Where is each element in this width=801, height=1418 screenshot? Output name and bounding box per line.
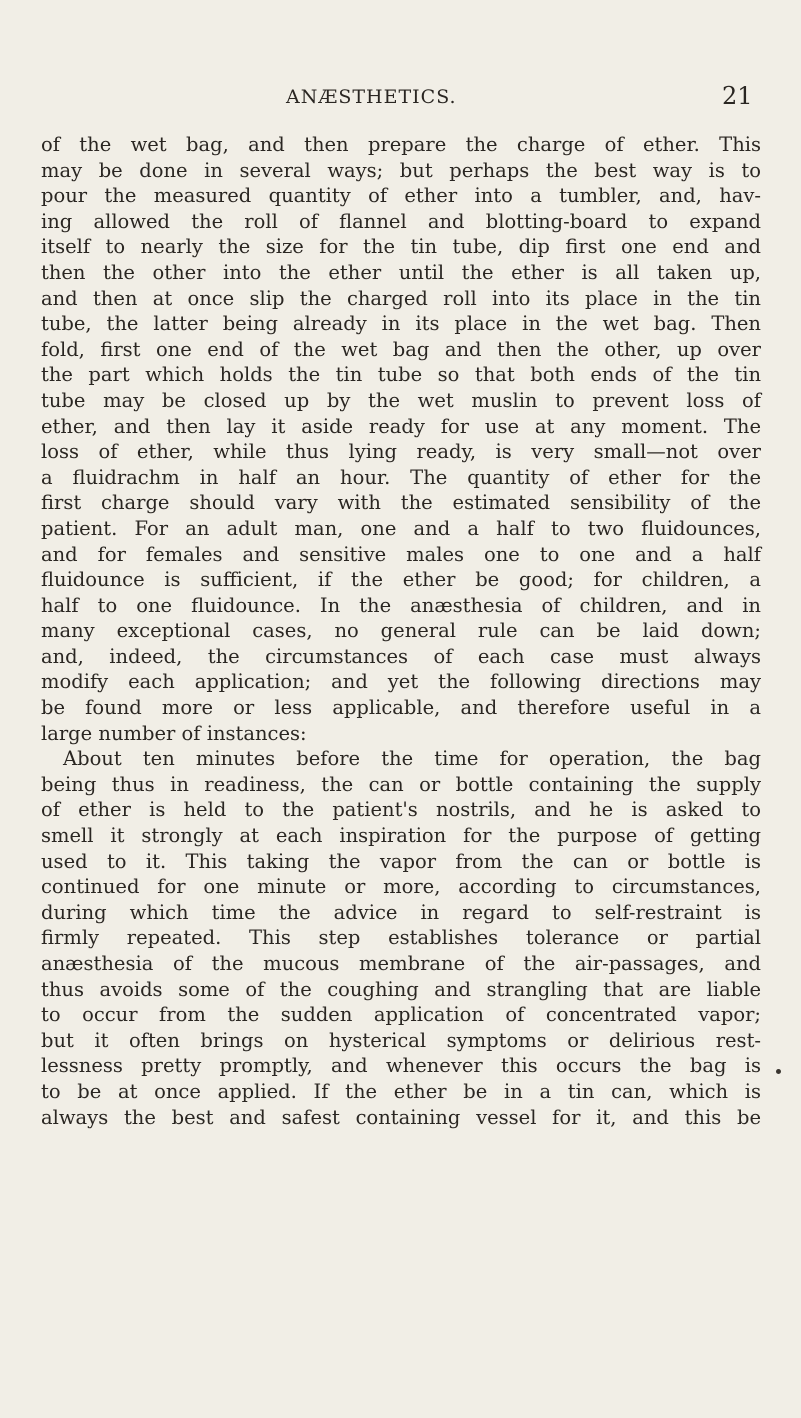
text-line: lessness pretty promptly, and whenever this occurs the bag is xyxy=(41,1054,761,1078)
text-line: anæsthesia of the mucous membrane of the air-passages, and xyxy=(41,952,761,975)
running-head xyxy=(0,82,801,116)
text-line: ing allowed the roll of flannel and blotting-board to expand xyxy=(41,209,761,233)
text-line: fold, first one end of the wet bag and then the other, up over xyxy=(41,337,761,361)
ink-speck xyxy=(776,1069,781,1074)
text-line: ether, and then lay it aside ready for use at any moment. The xyxy=(41,414,761,438)
body-text xyxy=(41,132,761,1130)
text-line: a fluidrachm in half an hour. The quantity of ether for the xyxy=(41,465,761,489)
text-line: may be done in several ways; but perhaps the best way is to xyxy=(41,158,761,182)
text-line: large number of instances: xyxy=(41,721,307,745)
paragraph-start-line: About ten minutes before the time for operation, the bag xyxy=(63,747,761,771)
text-line: used to it. This taking the vapor from the can or bottle is xyxy=(41,849,761,873)
text-line: being thus in readiness, the can or bottle containing the supply xyxy=(41,772,761,796)
text-line: pour the measured quantity of ether into a tumbler, and, hav- xyxy=(41,184,761,208)
text-line: modify each application; and yet the following directions may xyxy=(41,670,761,694)
text-line: smell it strongly at each inspiration for the purpose of getting xyxy=(41,824,761,848)
text-line: tube may be closed up by the wet muslin to prevent loss of xyxy=(41,388,761,412)
text-line: to be at once applied. If the ether be in a tin can, which is xyxy=(41,1079,761,1103)
text-line: half to one fluidounce. In the anæsthesia of children, and in xyxy=(41,593,761,617)
text-line: but it often brings on hysterical symptoms or delirious rest- xyxy=(41,1028,761,1052)
text-line: itself to nearly the size for the tin tube, dip first one end and xyxy=(41,235,761,259)
text-line: of the wet bag, and then prepare the charge of ether. This xyxy=(41,133,761,156)
text-line: many exceptional cases, no general rule can be laid down; xyxy=(41,619,761,643)
page-number: 21 xyxy=(722,82,753,110)
text-line: and for females and sensitive males one to one and a half xyxy=(41,542,761,566)
text-line: then the other into the ether until the ether is all taken up, xyxy=(41,260,761,284)
text-line: thus avoids some of the coughing and strangling that are liable xyxy=(41,977,761,1001)
text-line: first charge should vary with the estimated sensibility of the xyxy=(41,491,761,515)
text-line: firmly repeated. This step establishes tolerance or partial xyxy=(41,926,761,950)
text-line: continued for one minute or more, according to circumstances, xyxy=(41,875,761,899)
running-title: ANÆSTHETICS. xyxy=(286,86,457,108)
text-line: loss of ether, while thus lying ready, is very small—not over xyxy=(41,440,761,464)
text-line: tube, the latter being already in its place in the wet bag. Then xyxy=(41,312,761,336)
text-line: fluidounce is sufficient, if the ether be good; for children, a xyxy=(41,568,761,592)
text-line: of ether is held to the patient's nostrils, and he is asked to xyxy=(41,798,761,822)
text-line: always the best and safest containing vessel for it, and this be xyxy=(41,1105,761,1129)
text-line: and then at once slip the charged roll into its place in the tin xyxy=(41,286,761,310)
text-line: to occur from the sudden application of concentrated vapor; xyxy=(41,1003,761,1027)
text-line: be found more or less applicable, and therefore useful in a xyxy=(41,696,761,720)
text-line: patient. For an adult man, one and a half to two fluidounces, xyxy=(41,516,761,540)
text-line: and, indeed, the circumstances of each case must always xyxy=(41,644,761,668)
text-line: during which time the advice in regard to self-restraint is xyxy=(41,900,761,924)
text-line: the part which holds the tin tube so that both ends of the tin xyxy=(41,363,761,387)
